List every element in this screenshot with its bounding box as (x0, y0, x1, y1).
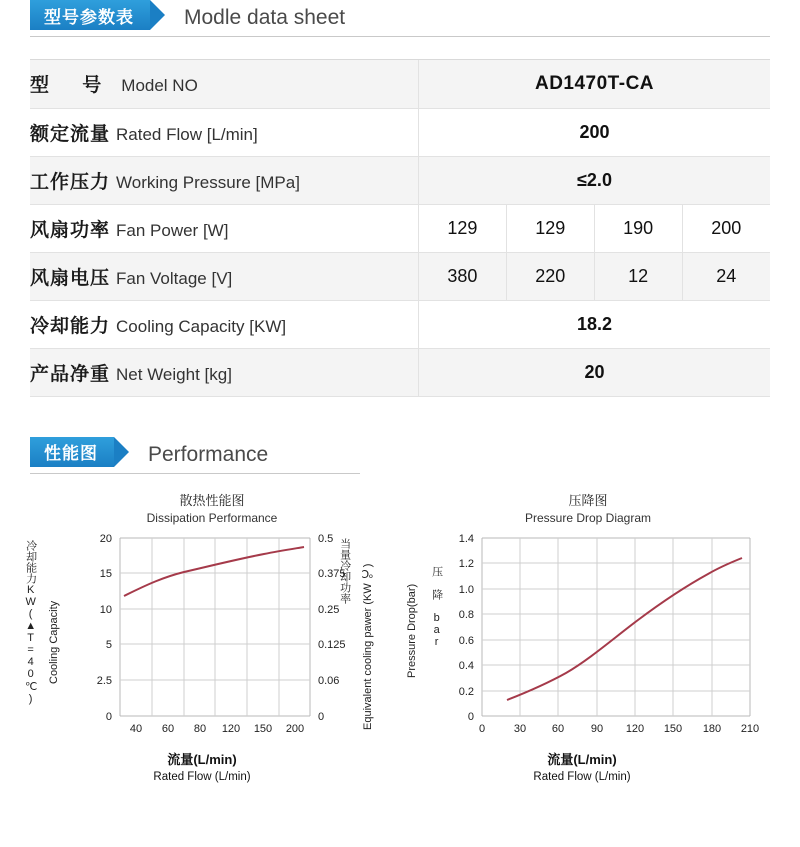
chart1-yaxis-label-en: Cooling Capacity (48, 600, 60, 684)
chart-title-cn: 散热性能图 (179, 492, 245, 508)
svg-text:0.375: 0.375 (318, 567, 346, 580)
spec-section-header (30, 0, 800, 30)
svg-text:210: 210 (740, 722, 760, 735)
row-value: 12 (594, 252, 682, 300)
chart1-series-line (124, 547, 304, 596)
table-row (30, 300, 770, 348)
row-value: 20 (419, 348, 771, 396)
svg-text:0.6: 0.6 (458, 634, 474, 647)
row-label-en: Fan Power [W] (116, 220, 229, 240)
svg-text:200: 200 (285, 722, 305, 735)
row-label (30, 252, 419, 300)
svg-text:0.5: 0.5 (318, 532, 334, 545)
model-no-value: AD1470T-CA (534, 72, 655, 94)
chart2-ytick-labels (459, 533, 474, 723)
row-value: 129 (506, 204, 594, 252)
chart1-ytick-labels-right (318, 533, 346, 723)
svg-text:0: 0 (318, 710, 325, 723)
svg-text:0.06: 0.06 (318, 674, 340, 687)
svg-text:180: 180 (702, 722, 722, 735)
row-label-en: Fan Voltage [V] (116, 268, 233, 288)
svg-text:0.8: 0.8 (458, 608, 474, 621)
svg-text:80: 80 (193, 722, 207, 735)
svg-text:0: 0 (467, 710, 474, 723)
row-value: 18.2 (419, 300, 771, 348)
chart2-xaxis-caption (432, 750, 732, 787)
row-value: 380 (419, 252, 507, 300)
svg-text:60: 60 (551, 722, 565, 735)
row-label-cn: 型 号 (30, 75, 116, 97)
row-label (30, 60, 419, 108)
svg-text:0.2: 0.2 (458, 685, 474, 698)
chart1-xaxis-caption (52, 750, 352, 787)
row-value: 200 (682, 204, 770, 252)
row-label-cn: 额定流量 (30, 123, 111, 145)
chart-title-group (400, 492, 776, 528)
svg-text:1.0: 1.0 (458, 583, 474, 596)
row-label (30, 348, 419, 396)
table-row (30, 108, 770, 156)
svg-text:30: 30 (513, 722, 527, 735)
svg-text:1.2: 1.2 (458, 557, 474, 570)
performance-header-rule (30, 473, 360, 474)
chart1-xtick-labels (130, 723, 304, 735)
row-value: 24 (682, 252, 770, 300)
table-row (30, 252, 770, 300)
chart1-yaxis2-label-en: Equivalent cooling pawer (KW ℃) (362, 563, 374, 730)
chart2-plot (400, 528, 780, 763)
chart1-yaxis-label-cn: 冷却能力KW(▲T=40℃) (24, 539, 37, 705)
performance-section-title-cn: 性能图 (44, 444, 98, 463)
charts-container (0, 492, 800, 792)
spec-table (30, 60, 770, 397)
spec-section-title-en: Modle data sheet (184, 6, 346, 29)
svg-text:120: 120 (221, 722, 241, 735)
chart2-gridlines (482, 538, 750, 716)
performance-section-header (30, 437, 800, 467)
row-value: ≤2.0 (419, 156, 771, 204)
table-row (30, 348, 770, 396)
svg-text:40: 40 (129, 722, 143, 735)
svg-text:1.4: 1.4 (458, 532, 474, 545)
row-label-cn: 产品净重 (30, 363, 111, 385)
svg-text:0.25: 0.25 (318, 603, 340, 616)
svg-text:2.5: 2.5 (96, 674, 112, 687)
row-value: 190 (594, 204, 682, 252)
chart1-xaxis-label-en: Rated Flow (L/min) (153, 771, 251, 783)
table-row (30, 60, 770, 108)
svg-text:0.125: 0.125 (318, 638, 346, 651)
svg-text:90: 90 (590, 722, 604, 735)
row-label-en: Net Weight [kg] (116, 364, 232, 384)
svg-text:120: 120 (625, 722, 645, 735)
chart-pressure-drop (400, 492, 776, 792)
row-label-en: Working Pressure [MPa] (116, 172, 300, 192)
row-label-cn: 风扇电压 (30, 267, 111, 289)
chart2-xaxis-label-en: Rated Flow (L/min) (533, 771, 631, 783)
svg-text:0: 0 (478, 722, 486, 735)
chart2-yaxis-label-cn: 压 降 bar (430, 565, 443, 648)
svg-text:60: 60 (161, 722, 175, 735)
svg-text:150: 150 (663, 722, 683, 735)
chart1-ytick-labels-left (97, 533, 112, 723)
chart-title-en: Dissipation Performance (146, 511, 278, 526)
chart-title-en: Pressure Drop Diagram (524, 511, 652, 526)
row-label-cn: 风扇功率 (30, 219, 111, 241)
spec-section-banner (30, 0, 150, 30)
row-value (419, 60, 771, 108)
chart-dissipation-performance (24, 492, 400, 792)
svg-text:20: 20 (99, 532, 112, 545)
svg-text:5: 5 (105, 638, 112, 651)
svg-text:150: 150 (253, 722, 273, 735)
spec-table-wrapper (30, 59, 770, 397)
row-label-en: Cooling Capacity [KW] (116, 316, 287, 336)
row-label-cn: 工作压力 (30, 171, 111, 193)
row-label-cn: 冷却能力 (30, 315, 111, 337)
row-label (30, 156, 419, 204)
performance-section-banner (30, 437, 114, 467)
table-row (30, 204, 770, 252)
chart2-yaxis-label-en: Pressure Drop(bar) (406, 583, 418, 678)
row-value: 220 (506, 252, 594, 300)
chart-title-cn: 压降图 (568, 492, 608, 508)
row-label (30, 300, 419, 348)
svg-text:15: 15 (99, 567, 112, 580)
chart2-series-line (507, 558, 742, 700)
row-label (30, 108, 419, 156)
row-value: 129 (419, 204, 507, 252)
performance-section-title-en: Performance (148, 442, 269, 466)
row-label-en: Model NO (121, 76, 198, 96)
spec-section-title-cn: 型号参数表 (44, 7, 134, 27)
svg-text:10: 10 (99, 603, 112, 616)
table-row (30, 156, 770, 204)
chart1-yaxis2-label-cn: 当量冷却功率 (338, 537, 351, 604)
row-value: 200 (419, 108, 771, 156)
svg-text:0: 0 (105, 710, 112, 723)
chart2-xaxis-label-cn: 流量(L/min) (547, 751, 617, 767)
svg-text:0.4: 0.4 (458, 659, 474, 672)
chart1-xaxis-label-cn: 流量(L/min) (167, 751, 237, 767)
chart1-plot (24, 528, 404, 763)
spec-header-rule (30, 36, 770, 37)
chart-title-group (24, 492, 400, 528)
row-label (30, 204, 419, 252)
row-label-en: Rated Flow [L/min] (116, 124, 258, 144)
chart2-xtick-labels (479, 723, 759, 735)
